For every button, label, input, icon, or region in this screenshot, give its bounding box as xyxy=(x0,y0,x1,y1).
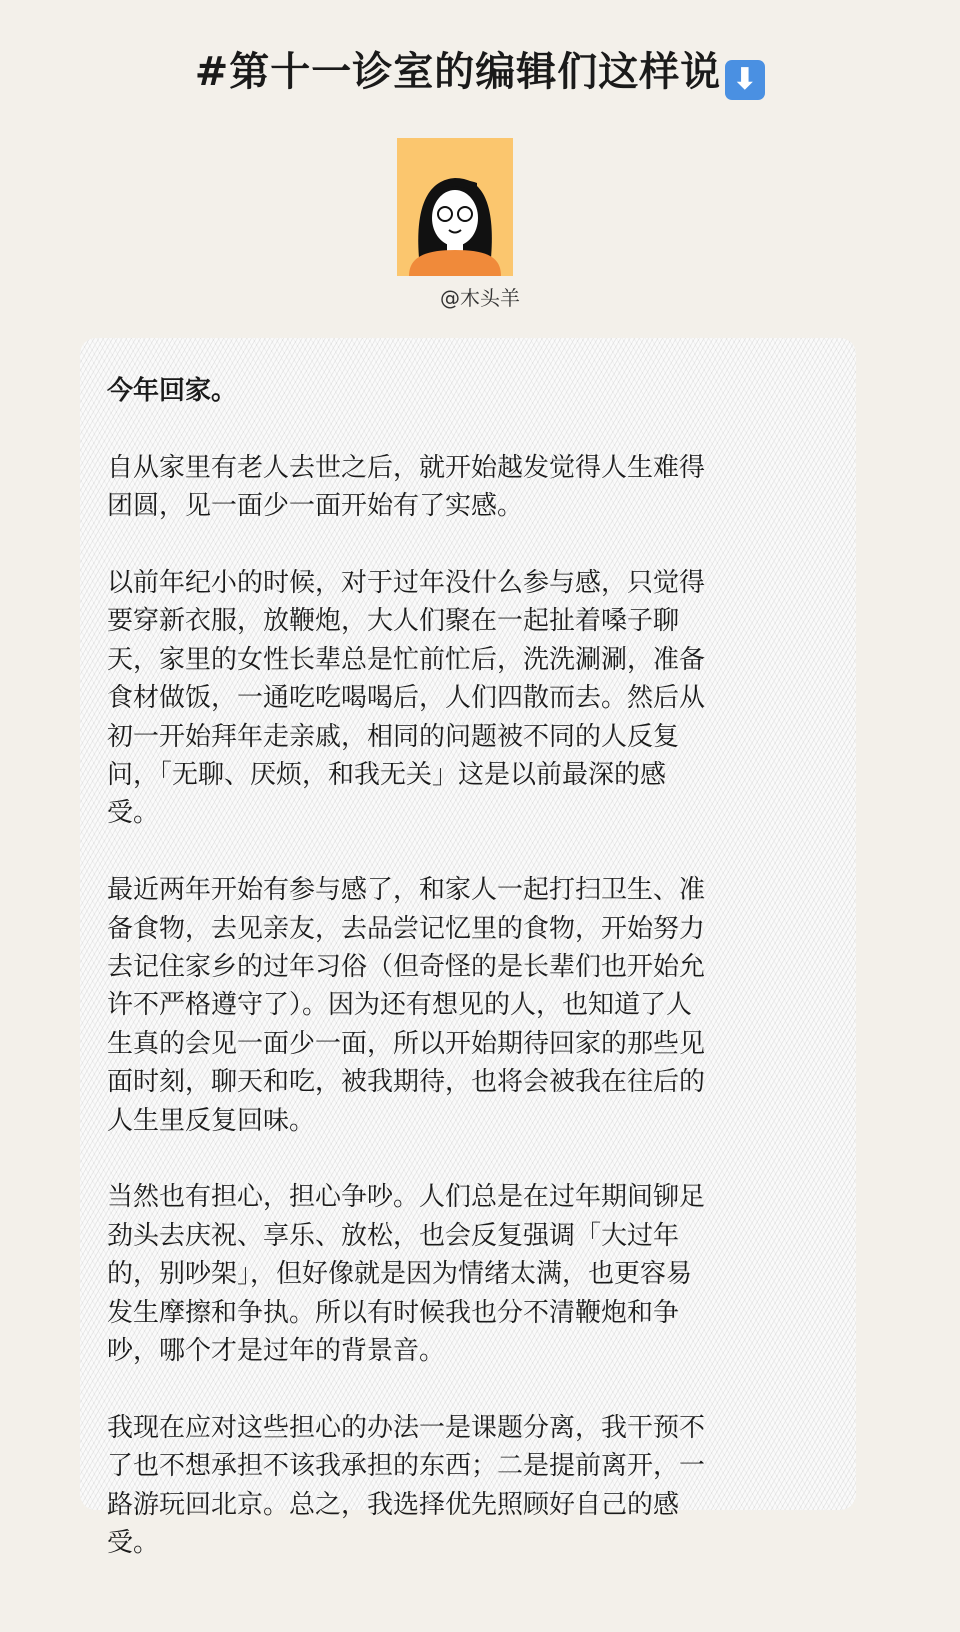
paragraph-line: 许不严格遵守了）。因为还有想见的人，也知道了人 xyxy=(107,990,693,1021)
paragraph-line: 最近两年开始有参与感了，和家人一起打扫卫生、准 xyxy=(107,875,706,906)
paragraph-line: 要穿新衣服，放鞭炮，大人们聚在一起扯着嗓子聊 xyxy=(107,606,680,637)
paragraph-line: 初一开始拜年走亲戚，相同的问题被不同的人反复 xyxy=(107,721,680,752)
article-heading: 今年回家。 xyxy=(107,376,238,406)
paragraph-line: 以前年纪小的时候，对于过年没什么参与感，只觉得 xyxy=(107,568,706,598)
paragraph-line: 劲头去庆祝、享乐、放松，也会反复强调「大过年 xyxy=(107,1220,680,1251)
title-text: #第十一诊室的编辑们这样说 xyxy=(194,49,722,95)
page-title xyxy=(0,40,960,100)
paragraph-line: 问，「无聊、厌烦，和我无关」这是以前最深的感 xyxy=(107,760,667,791)
paragraph-line: 的，别吵架」，但好像就是因为情绪太满，也更容易 xyxy=(107,1259,693,1290)
paragraph-line: 食材做饭，一通吃吃喝喝后，人们四散而去。然后从 xyxy=(107,683,706,714)
paragraph-line: 自从家里有老人去世之后，就开始越发觉得人生难得 xyxy=(107,452,706,483)
paragraph-line: 天，家里的女性长辈总是忙前忙后，洗洗涮涮，准备 xyxy=(107,644,706,675)
paragraph-line: 我现在应对这些担心的办法一是课题分离，我干预不 xyxy=(107,1412,706,1443)
paragraph-line: 去记住家乡的过年习俗（但奇怪的是长辈们也开始允 xyxy=(107,952,706,983)
paragraph xyxy=(107,1409,705,1563)
author-handle: @木头羊 xyxy=(440,286,520,310)
paragraph-line: 路游玩回北京。总之，我选择优先照顾好自己的感 xyxy=(107,1489,680,1520)
girl-avatar-icon xyxy=(397,138,513,276)
paragraph xyxy=(107,871,705,1140)
paragraph xyxy=(107,1178,705,1370)
paragraph-line: 受。 xyxy=(107,1528,160,1559)
avatar xyxy=(397,138,513,276)
paragraph xyxy=(107,449,705,526)
paragraph xyxy=(107,564,705,833)
article-body xyxy=(107,372,705,1601)
down-arrow-icon: ⬇ xyxy=(725,60,765,100)
paragraph-line: 生真的会见一面少一面，所以开始期待回家的那些见 xyxy=(107,1028,706,1059)
paragraph-line: 面时刻，聊天和吃，被我期待，也将会被我在往后的 xyxy=(107,1067,706,1098)
paragraph-line: 吵，哪个才是过年的背景音。 xyxy=(107,1336,446,1367)
paragraph-line: 当然也有担心，担心争吵。人们总是在过年期间铆足 xyxy=(107,1182,706,1213)
paragraph-line: 发生摩擦和争执。所以有时候我也分不清鞭炮和争 xyxy=(107,1297,680,1328)
paragraph-line: 人生里反复回味。 xyxy=(107,1105,316,1136)
paragraph-line: 受。 xyxy=(107,798,160,829)
paragraph-line: 团圆，见一面少一面开始有了实感。 xyxy=(107,491,524,522)
paragraph-line: 了也不想承担不该我承担的东西；二是提前离开，一 xyxy=(107,1451,706,1482)
paragraph-line: 备食物，去见亲友，去品尝记忆里的食物，开始努力 xyxy=(107,913,706,944)
